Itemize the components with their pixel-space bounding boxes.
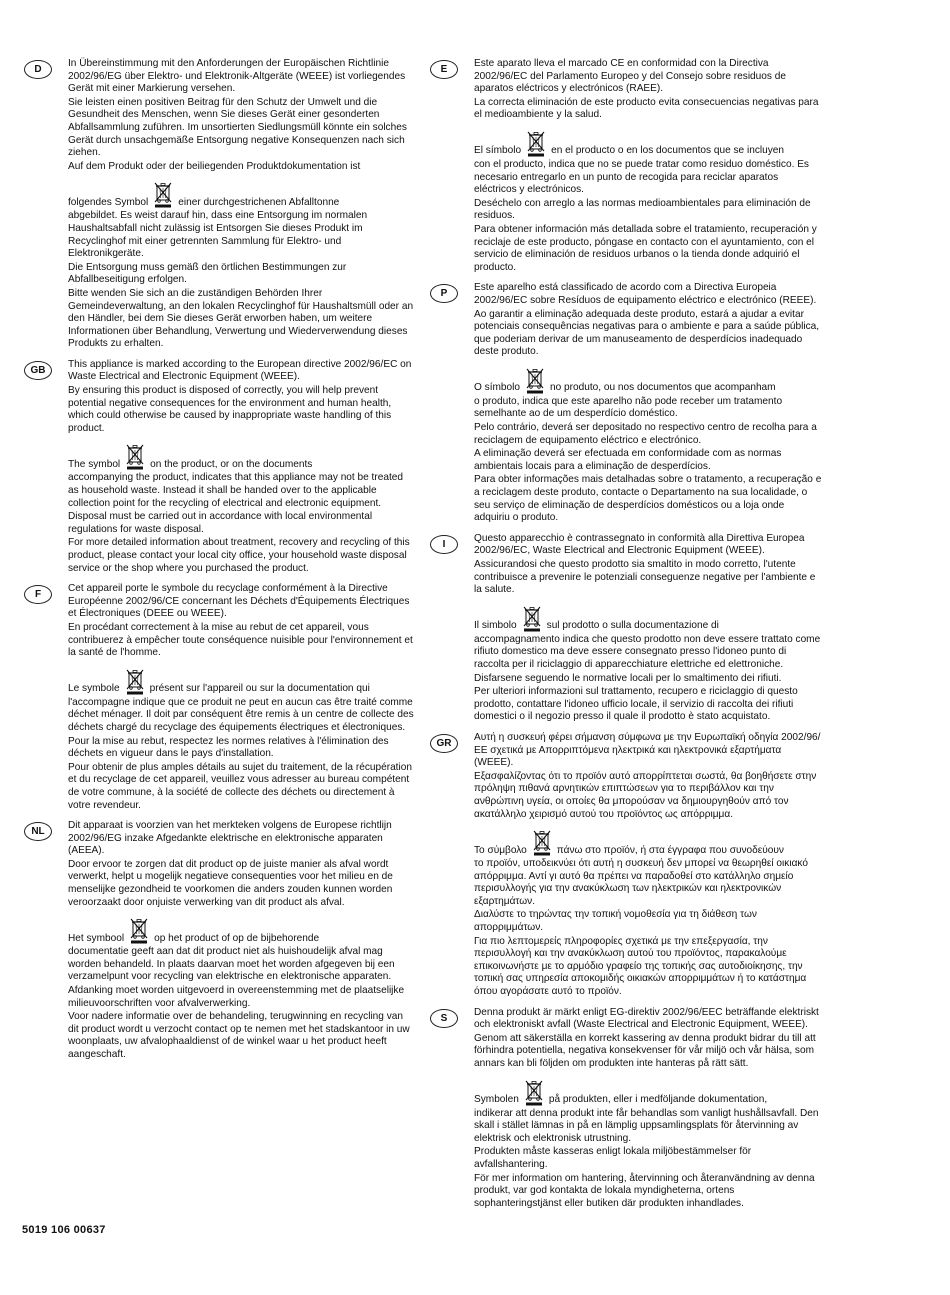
language-section-s: [430, 1007, 822, 1211]
symbol-text-post: présent sur l'appareil ou sur la documentation qui: [149, 683, 370, 695]
symbol-text-pre: El símbolo: [474, 145, 522, 157]
symbol-text-post: on the product, or on the documents: [150, 458, 313, 470]
paragraph: Ao garantir a eliminação adequada deste produto, estará a ajudar a evitar potenciais consequências negativas para o ambiente e para a saúde pública, que poderiam derivar de um manuseamento de desperdícios inadequado deste produto.: [474, 308, 820, 358]
paragraph: Voor nadere informatie over de behandeling, terugwinning en recycling van dit product wordt u verzocht contact op te nemen met het stadskantoor in uw woonplaats, uw afvalophaaldienst of de winkel waar u het product heeft aangeschaft.: [68, 1011, 410, 1060]
symbol-line: [68, 181, 416, 209]
paragraph: Για πιο λεπτομερείς πληροφορίες σχετικά με την επεξεργασία, την περισυλλογή και την ανακύκλωση αυτού του προϊόντος, παρακαλούμε επικοινωνήστε με το αρμόδιο γραφείο της τοπικής σας αυτοδιοίκησης, την τοπική σας υπηρεσία αποκομιδής οικιακών απορριμμάτων ή το κατάστημα όπου αγοράσατε αυτό το προϊόν.: [474, 935, 807, 998]
paragraph: Para obter informações mais detalhadas sobre o tratamento, a recuperação e a reciclagem deste produto, contacte o Departamento na sua localidade, o seu serviço de eliminação de desperdícios domésticos ou a loja onde adquiriu o produto.: [474, 474, 822, 524]
paragraph: La correcta eliminación de este producto evita consecuencias negativas para el medioambiente y la salud.: [474, 96, 819, 121]
symbol-text-post: en el producto o en los documentos que se incluyen: [551, 145, 784, 157]
paragraph: A eliminação deverá ser efectuada em conformidade com as normas ambientais locais para a eliminação de desperdícios.: [474, 448, 782, 472]
paragraph: Cet appareil porte le symbole du recyclage conformément à la Directive Européenne 2002/96/CE concernant les Déchets d'Équipements Électriques et Électroniques (DEEE ou WEEE).: [68, 583, 410, 620]
paragraph: Pour la mise au rebut, respectez les normes relatives à l'élimination des déchets en vigueur dans le pays d'installation.: [68, 735, 389, 760]
symbol-line: [68, 443, 416, 471]
paragraph: Dit apparaat is voorzien van het merkteken volgens de Europese richtlijn 2002/96/EG inzake Afgedankte elektrische en elektronische apparaten (AEEA).: [68, 820, 392, 857]
left-column: [24, 58, 416, 1070]
paragraph: Sie leisten einen positiven Beitrag für den Schutz der Umwelt und die Gesundheit des Menschen, wenn Sie dieses Gerät einer gesonderten Abfallsammlung zuführen. Im unsortierten Siedlungsmüll könnte ein solches Gerät durch unsachgemäße Entsorgung negative Konsequenzen nach sich ziehen.: [68, 96, 407, 159]
paragraph: το προϊόν, υποδεικνύει ότι αυτή η συσκευή δεν μπορεί να θεωρηθεί οικιακό απόρριμμα. Αντί γι αυτό θα πρέπει να παραδοθεί στο κατάλληλο σημείο περισυλλογής για την ανακύκλωση των ηλεκτρικών και ηλεκτρονικών εξαρτημάτων.: [474, 858, 808, 907]
crossed-bin-icon: [524, 1079, 544, 1107]
symbol-text-post: πάνω στο προϊόν, ή στα έγγραφα που συνοδεύουν: [556, 844, 784, 856]
paragraph: Genom att säkerställa en korrekt kassering av denna produkt bidrar du till att förhindra potentiella, negativa konsekvenser för vår miljö och vår hälsa, som annars kan bli följden om produkten inte hanteras på rätt sätt.: [474, 1032, 816, 1069]
symbol-line: [474, 1079, 822, 1107]
language-section-nl: [24, 820, 416, 1062]
paragraph: l'accompagne indique que ce produit ne peut en aucun cas être traité comme déchet ménager. Il doit par conséquent être remis à un centre de collecte des déchets chargé du recyclage des équipements électriques et électroniques.: [68, 696, 414, 733]
crossed-bin-icon: [522, 605, 542, 633]
paragraph: För mer information om hantering, återvinning och återanvändning av denna produkt, var god kontakta de lokala myndigheterna, ortens sophanteringstjänst eller butiken där produkten inhandlades.: [474, 1172, 815, 1209]
language-badge: NL: [24, 822, 52, 841]
symbol-line: [474, 829, 822, 857]
crossed-bin-icon: [525, 367, 545, 395]
document-code: 5019 106 00637: [22, 1224, 106, 1236]
paragraph: Auf dem Produkt oder der beiliegenden Produktdokumentation ist: [68, 160, 361, 172]
crossed-bin-icon: [526, 130, 546, 158]
symbol-line: [474, 130, 822, 158]
language-section-d: [24, 58, 416, 351]
paragraph: Disposal must be carried out in accordance with local environmental regulations for waste disposal.: [68, 511, 373, 535]
paragraph: Assicurandosi che questo prodotto sia smaltito in modo corretto, l'utente contribuisce a prevenire le potenziali conseguenze negative per l'ambiente e la salute.: [474, 559, 816, 596]
paragraph: Door ervoor te zorgen dat dit product op de juiste manier als afval wordt verwerkt, helpt u mogelijk negatieve consequenties voor het milieu en de menselijke gezondheid te voorkomen die anders zouden kunnen worden veroorzaakt door onjuiste verwerking van dit product als afval.: [68, 858, 393, 908]
paragraph: Pelo contrário, deverá ser depositado no respectivo centro de recolha para a reciclagem de equipamento eléctrico e electrónico.: [474, 422, 817, 446]
paragraph: Este aparato lleva el marcado CE en conformidad con la Directiva 2002/96/EC del Parlamento Europeo y del Consejo sobre residuos de aparatos eléctricos y electrónicos (RAEE).: [474, 58, 786, 95]
symbol-text-pre: Το σύμβολο: [474, 844, 527, 856]
paragraph: Bitte wenden Sie sich an die zuständigen Behörden Ihrer Gemeindeverwaltung, an den lokalen Recyclinghof für Haushaltsmüll oder an den Händler, bei dem Sie dieses Gerät erworben haben, um weitere Informationen über Behandlung, Verwertung und Wiederverwendung dieses Produkts zu erhalten.: [68, 287, 414, 350]
language-badge: I: [430, 535, 458, 554]
symbol-text-post: på produkten, eller i medföljande dokumentation,: [548, 1094, 768, 1105]
paragraph: By ensuring this product is disposed of correctly, you will help prevent potential negative consequences for the environment and human health, which could otherwise be caused by inappropriate waste handling of this product.: [68, 385, 392, 434]
symbol-line: [68, 668, 416, 696]
language-section-gr: [430, 732, 822, 999]
symbol-text-pre: Symbolen: [474, 1094, 519, 1105]
paragraph: Disfarsene seguendo le normative locali per lo smaltimento dei rifiuti.: [474, 672, 782, 684]
language-badge: S: [430, 1009, 458, 1028]
crossed-bin-icon: [153, 181, 173, 209]
paragraph: o produto, indica que este aparelho não pode receber um tratamento semelhante ao de um desperdício doméstico.: [474, 395, 783, 420]
paragraph: Pour obtenir de plus amples détails au sujet du traitement, de la récupération et du recyclage de cet appareil, veuillez vous adresser au bureau compétent de votre commune, à la société de collecte des déchets ou directement à votre revendeur.: [68, 761, 412, 811]
paragraph: accompagnamento indica che questo prodotto non deve essere trattato come rifiuto domestico ma deve essere consegnato presso l'idoneo punto di raccolta per il riciclaggio di apparecchiature elettriche ed elettroniche.: [474, 633, 821, 670]
symbol-line: [68, 917, 416, 945]
crossed-bin-icon: [125, 443, 145, 471]
paragraph: Questo apparecchio è contrassegnato in conformità alla Direttiva Europea 2002/96/EC, Waste Electrical and Electronic Equipment (WEEE).: [474, 532, 805, 557]
language-badge: E: [430, 60, 458, 79]
language-badge: GB: [24, 361, 52, 380]
paragraph: Διαλύστε το τηρώντας την τοπική νομοθεσία για τη διάθεση των απορριμμάτων.: [474, 909, 757, 934]
paragraph: Αυτή η συσκευή φέρει σήμανση σύμφωνα με την Ευρωπαϊκή οδηγία 2002/96/ΕΕ σχετικά με Απορριπτόμενα ηλεκτρικά και ηλεκτρονικά εξαρτήματα (WEEE).: [474, 731, 821, 769]
crossed-bin-icon: [125, 668, 145, 696]
paragraph: documentatie geeft aan dat dit product niet als huishoudelijk afval mag worden behandeld. In plaats daarvan moet het worden afgegeven bij een verzamelpunt voor recycling van elektrische en elektronische apparaten.: [68, 946, 395, 983]
paragraph: con el producto, indica que no se puede tratar como residuo doméstico. Es necesario entregarlo en un punto de recogida para reciclar aparatos eléctricos y electrónicos.: [474, 158, 809, 196]
paragraph: Afdanking moet worden uitgevoerd in overeenstemming met de plaatselijke milieuvoorschriften voor afvalverwerking.: [68, 985, 405, 1009]
paragraph: indikerar att denna produkt inte får behandlas som vanligt hushållsavfall. Den skall i stället lämnas in på en lämplig uppsamlingsplats för återvinning av elektrisk och elektronisk utrustning.: [474, 1107, 819, 1144]
language-section-i: [430, 533, 822, 724]
symbol-text-pre: O símbolo: [474, 382, 520, 394]
language-badge: P: [430, 284, 458, 303]
symbol-text-pre: The symbol: [68, 458, 121, 470]
language-section-f: [24, 583, 416, 812]
paragraph: Per ulteriori informazioni sul trattamento, recupero e riciclaggio di questo prodotto, contattare l'idoneo ufficio locale, il servizio di raccolta dei rifiuti domestici o il negozio presso il quale il prodotto è stato acquistato.: [474, 686, 798, 723]
symbol-text-pre: folgendes Symbol: [68, 196, 149, 208]
right-column: [430, 58, 822, 1218]
paragraph: Este aparelho está classificado de acordo com a Directiva Europeia 2002/96/EC sobre Resíduos de equipamento eléctrico e electrónico (REEE).: [474, 282, 817, 306]
language-badge: F: [24, 585, 52, 604]
symbol-text-post: no produto, ou nos documentos que acompanham: [550, 382, 776, 394]
paragraph: Die Entsorgung muss gemäß den örtlichen Bestimmungen zur Abfallbeseitigung erfolgen.: [68, 261, 347, 286]
symbol-text-pre: Il simbolo: [474, 620, 517, 632]
paragraph: En procédant correctement à la mise au rebut de cet appareil, vous contribuerez à empêcher toute conséquence nuisible pour l'environnement et la santé de l'homme.: [68, 621, 413, 659]
language-badge: D: [24, 60, 52, 79]
paragraph: accompanying the product, indicates that this appliance may not be treated as household waste. Instead it shall be handed over to the applicable collection point for the recycling of electrical and electronic equipment.: [68, 472, 403, 509]
symbol-text-post: sul prodotto o sulla documentazione di: [546, 620, 719, 632]
paragraph: abgebildet. Es weist darauf hin, dass eine Entsorgung im normalen Haushaltsabfall nicht zulässig ist Entsorgen Sie dieses Produkt im Recyclinghof mit einer getrennten Sammlung für Elektro- und Elektronikgeräte.: [68, 210, 368, 260]
symbol-line: [474, 605, 822, 633]
symbol-text-post: op het product of op de bijbehorende: [154, 932, 320, 944]
crossed-bin-icon: [129, 917, 149, 945]
symbol-text-post: einer durchgestrichenen Abfalltonne: [178, 196, 340, 208]
symbol-text-pre: Le symbole: [68, 683, 120, 695]
paragraph: Produkten måste kasseras enligt lokala miljöbestämmelser för avfallshantering.: [474, 1146, 752, 1170]
paragraph: In Übereinstimmung mit den Anforderungen der Europäischen Richtlinie 2002/96/EG über Elektro- und Elektronik-Altgeräte (WEEE) ist vorliegendes Gerät mit einer Markierung versehen.: [68, 58, 406, 95]
crossed-bin-icon: [532, 829, 552, 857]
paragraph: Εξασφαλίζοντας ότι το προϊόν αυτό απορρίπτεται σωστά, θα βοηθήσετε στην πρόληψη πιθανά αρνητικών επιπτώσεων για το περιβάλλον και την ανθρώπινη υγεία, οι οποίες θα μπορούσαν να δημιουργηθούν από τον ακατάλληλο χειρισμό αυτού του προϊόντος ως απόρριμμα.: [474, 770, 817, 820]
symbol-text-pre: Het symbool: [68, 932, 125, 944]
paragraph: Denna produkt är märkt enligt EG-direktiv 2002/96/EEC beträffande elektriskt och elektroniskt avfall (Waste Electrical and Electronic Equipment, WEEE).: [474, 1006, 819, 1031]
paragraph: Deséchelo con arreglo a las normas medioambientales para eliminación de residuos.: [474, 197, 811, 222]
paragraph: Para obtener información más detallada sobre el tratamiento, recuperación y reciclaje de este producto, póngase en contacto con el ayuntamiento, con el servicio de eliminación de residuos urbanos o la tienda donde adquirió el producto.: [474, 223, 817, 273]
paragraph: This appliance is marked according to the European directive 2002/96/EC on Waste Electrical and Electronic Equipment (WEEE).: [68, 358, 412, 383]
paragraph: For more detailed information about treatment, recovery and recycling of this product, please contact your local city office, your household waste disposal service or the shop where you purchased the product.: [68, 537, 410, 574]
symbol-line: [474, 367, 822, 395]
language-section-p: [430, 282, 822, 525]
language-section-e: [430, 58, 822, 274]
language-section-gb: [24, 359, 416, 575]
language-badge: GR: [430, 734, 458, 753]
